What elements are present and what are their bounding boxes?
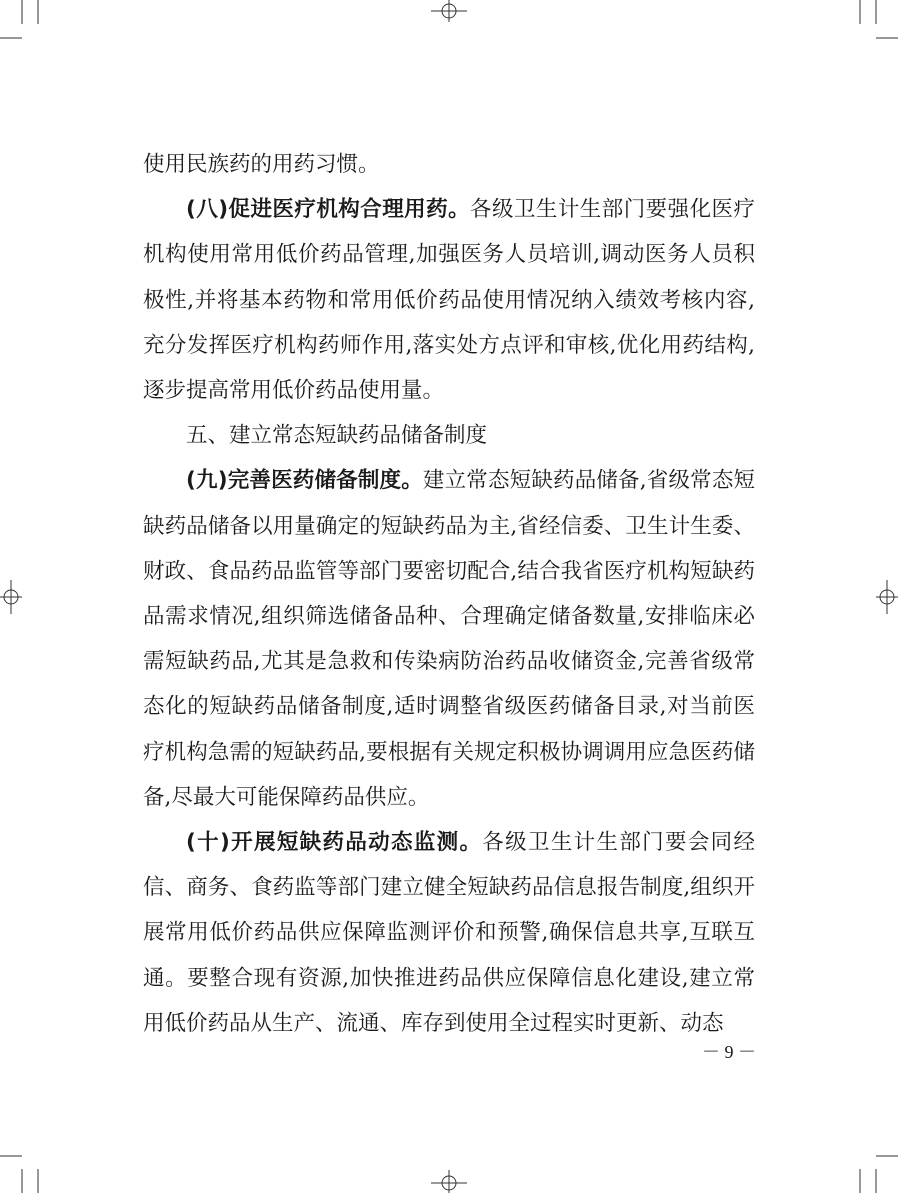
paragraph-text: 各级卫生计生部门要会同经信、商务、食药监等部门建立健全短缺药品信息报告制度,组织开展常用低价药品供应保障监测评价和预警,确保信息共享,互联互通。要整合现有资源,加快推进药品供应保障信息化建设,建立常用低价药品从生产、流通、库存到使用全过程实时更新、动态: [143, 830, 755, 1036]
section-heading: 五、建立常态短缺药品储备制度: [186, 423, 488, 449]
paragraph-continuation: [143, 142, 755, 187]
paragraph-section-10: [143, 820, 755, 1046]
paragraph-text: 使用民族药的用药习惯。: [143, 152, 380, 177]
paragraph-section-9: [143, 458, 755, 820]
paragraph-lead: (九)完善医药储备制度。: [186, 468, 423, 494]
page-number: － 9 －: [702, 1042, 756, 1062]
document-body: [143, 142, 755, 1046]
paragraph-text: 各级卫生计生部门要强化医疗机构使用常用低价药品管理,加强医务人员培训,调动医务人员积极性,并将基本药物和常用低价药品使用情况纳入绩效考核内容,充分发挥医疗机构药师作用,落实处方点评和审核,优化用药结构,逐步提高常用低价药品使用量。: [143, 197, 755, 404]
paragraph-lead: (八)促进医疗机构合理用药。: [186, 197, 471, 223]
paragraph-text: 建立常态短缺药品储备,省级常态短缺药品储备以用量确定的短缺药品为主,省经信委、卫生计生委、财政、食品药品监管等部门要密切配合,结合我省医疗机构短缺药品需求情况,组织筛选储备品种、合理确定储备数量,安排临床必需短缺药品,尤其是急救和传染病防治药品收储资金,完善省级常态化的短缺药品储备制度,适时调整省级医药储备目录,对当前医疗机构急需的短缺药品,要根据有关规定积极协调调用应急医药储备,尽最大可能保障药品供应。: [143, 468, 756, 810]
paragraph-lead: (十)开展短缺药品动态监测。: [186, 830, 483, 856]
paragraph-section-8: [143, 187, 755, 413]
